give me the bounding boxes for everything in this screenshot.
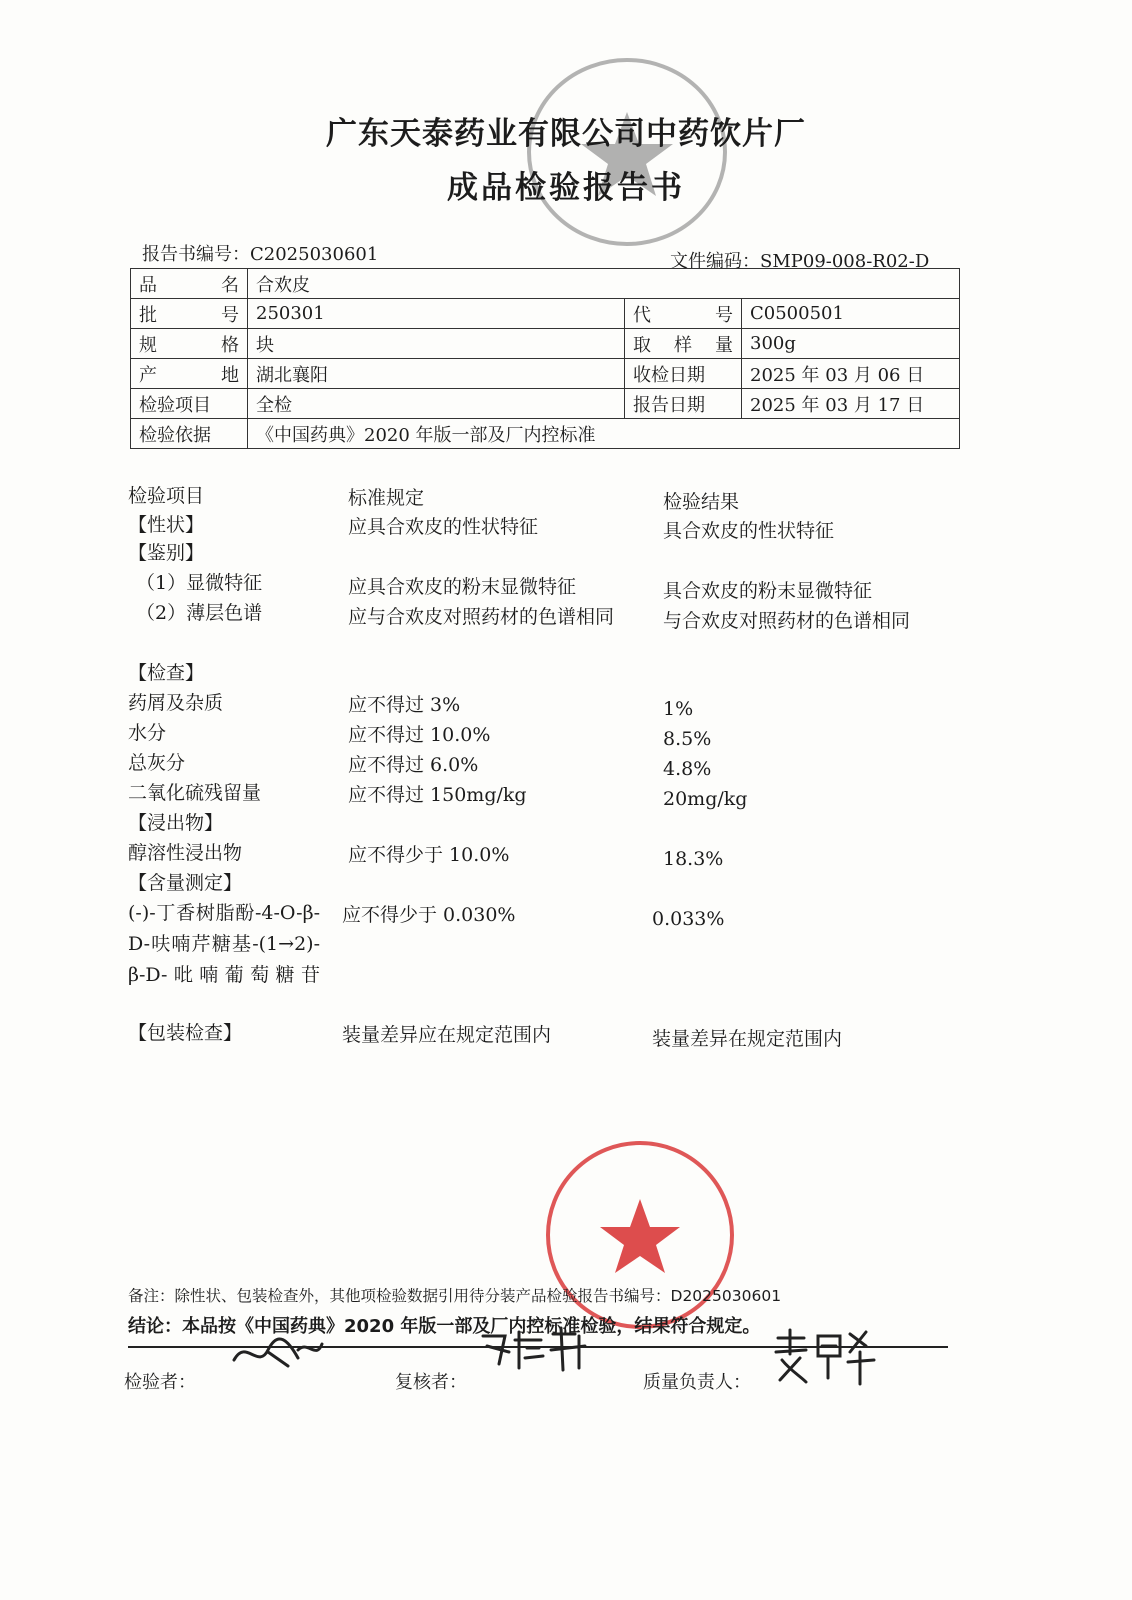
product-name-label: 品 名 [131,269,248,299]
result-item: 二氧化硫残留量 [128,782,262,804]
result-value: 1% [663,698,694,720]
result-item: 总灰分 [128,752,186,774]
spec-label: 规 格 [131,329,248,359]
reviewer-label: 复核者： [395,1372,467,1393]
column-header-result: 检验结果 [663,491,740,513]
result-item: （1）显微特征 [136,572,263,594]
column-header-standard: 标准规定 [348,487,425,509]
reviewer-signature [475,1322,595,1378]
result-item: 药屑及杂质 [128,692,224,714]
result-item: （2）薄层色谱 [136,602,263,624]
result-value: 0.033% [652,908,725,930]
result-item: 醇溶性浸出物 [128,842,243,864]
section-heading: 【鉴别】 [128,542,205,564]
code-label: 代 号 [625,299,742,329]
star-icon [600,1199,680,1273]
inspection-item-value: 全检 [248,389,625,419]
report-date-label: 报告日期 [625,389,742,419]
section-heading: 【检查】 [128,662,205,684]
basis-value: 《中国药典》2020 年版一部及厂内控标准 [248,419,960,449]
result-value: 4.8% [663,758,712,780]
result-standard: 应不得过 150mg/kg [348,784,527,806]
result-standard: 应不得过 3% [348,694,461,716]
sample-label: 取 样 量 [625,329,742,359]
basis-label: 检验依据 [131,419,248,449]
product-name-value: 合欢皮 [248,269,960,299]
result-value: 具合欢皮的性状特征 [663,520,835,542]
receive-date-label: 收检日期 [625,359,742,389]
result-standard: 应不得过 6.0% [348,754,479,776]
result-standard: 应不得少于 10.0% [348,844,510,866]
column-header-item: 检验项目 [128,485,205,507]
sample-value: 300g [742,329,960,359]
origin-label: 产 地 [131,359,248,389]
section-heading: 【浸出物】 [128,812,224,834]
inspection-item-label: 检验项目 [131,389,248,419]
section-heading: 【含量测定】 [128,872,243,894]
origin-value: 湖北襄阳 [248,359,625,389]
result-standard: 应不得过 10.0% [348,724,491,746]
batch-value: 250301 [248,299,625,329]
batch-label: 批 号 [131,299,248,329]
result-item: 【性状】 [128,514,205,536]
inspector-signature [228,1330,328,1380]
conclusion: 结论：本品按《中国药典》2020 年版一部及厂内控标准检验，结果符合规定。 [128,1316,761,1337]
company-title: 广东天泰药业有限公司中药饮片厂 [326,116,806,152]
code-value: C0500501 [742,299,960,329]
document-title: 成品检验报告书 [447,170,685,206]
report-number-label: 报告书编号： [142,244,250,265]
qa-manager-label: 质量负责人： [643,1372,751,1393]
result-standard: 应与合欢皮对照药材的色谱相同 [348,606,615,628]
result-value: 20mg/kg [663,788,748,810]
result-standard: 装量差异应在规定范围内 [342,1024,552,1046]
file-code-value: SMP09-008-R02-D [760,251,930,272]
result-item: (-)-丁香树脂酚-4-O-β-D-呋喃芹糖基-(1→2)-β-D-吡喃葡萄糖苷 [128,902,320,986]
result-standard: 应不得少于 0.030% [342,904,516,926]
receive-date-value: 2025 年 03 月 06 日 [742,359,960,389]
report-date-value: 2025 年 03 月 17 日 [742,389,960,419]
result-standard: 应具合欢皮的粉末显微特征 [348,576,577,598]
result-value: 18.3% [663,848,724,870]
result-item: 【包装检查】 [128,1022,243,1044]
result-standard: 应具合欢皮的性状特征 [348,516,539,538]
file-code-label: 文件编码： [670,251,760,272]
result-value: 与合欢皮对照药材的色谱相同 [663,610,911,632]
spec-value: 块 [248,329,625,359]
result-value: 装量差异在规定范围内 [652,1028,843,1050]
remark: 备注：除性状、包装检查外，其他项检验数据引用待分装产品检验报告书编号：D2025030601 [128,1287,782,1305]
inspector-label: 检验者： [124,1372,196,1393]
result-value: 8.5% [663,728,712,750]
result-item: 水分 [128,722,167,744]
result-value: 具合欢皮的粉末显微特征 [663,580,873,602]
report-number-value: C2025030601 [250,244,379,265]
qa-manager-signature [770,1326,880,1386]
